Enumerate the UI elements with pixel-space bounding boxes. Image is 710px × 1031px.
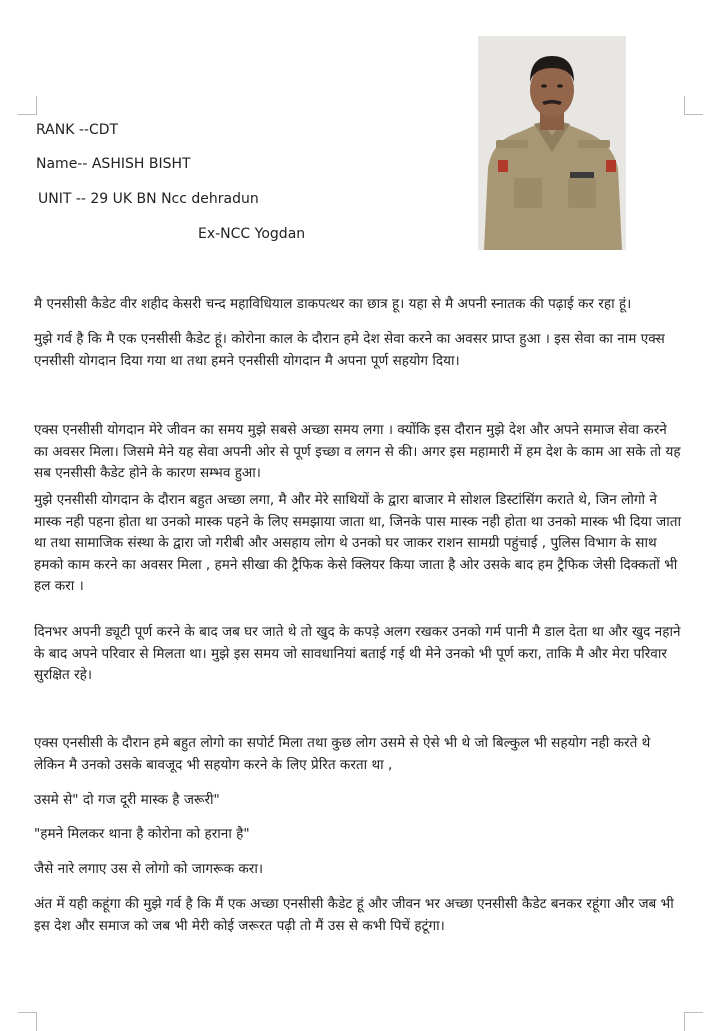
slogan-line-2: "हमने मिलकर थाना है कोरोना को हराना है": [34, 826, 250, 842]
paragraph-precautions: दिनभर अपनी ड्यूटी पूर्ण करने के बाद जब घर जाते थे तो खुद के कपड़े अलग रखकर उनको गर्म पानी मै डाल देता था और खुद नहाने के बाद अपने परिवार से मिलता था। मुझे इस समय जो सावधानियां बताई गई थी मेने उनको भी पूर्ण करा, ताकि मै और मेरा परिवार सुरक्षित रहे।: [34, 624, 681, 683]
paragraph-support: एक्स एनसीसी के दौरान हमे बहुत लोगो का सपोर्ट मिला तथा कुछ लोग उसमे से ऐसे भी थे जो बिल्कुल भी सहयोग नही करते थे लेकिन मै उनको उसके बावजूद भी सहयोग करने के लिए प्रेरित करता था ,: [34, 735, 651, 773]
slogan-line-1: उसमे से" दो गज दूरी मास्क है जरूरी": [34, 792, 220, 808]
page-corner-mark-bottom-right: [684, 1012, 703, 1031]
page-corner-mark-top-left: [18, 96, 37, 115]
paragraph-duties: मुझे एनसीसी योगदान के दौरान बहुत अच्छा लगा, मै और मेरे साथियों के द्वारा बाजार मे सोशल डिस्टांसिंग कराते थे, जिन लोगो ने मास्क नही पहना होता था उनको मास्क पहने के लिए समझाया जाता था, जिनके पास मास्क नही होता था उनको मास्क भी दिया जाता था तथा सामाजिक संस्था के द्वारा जो गरीबी और असहाय लोग थे उनको घर जाकर राशन सामग्री पहुंचाई , पुलिस विभाग के साथ हमको काम करने का अवसर मिला , हमने सीखा की ट्रैफिक केसे क्लियर किया जाता है ओर उसके बाद हम ट्रैफिक जेसी दिक्कतों भी हल करा ।: [34, 492, 682, 594]
awareness-line: जैसे नारे लगाए उस से लोगो को जागरूक करा।: [34, 861, 264, 877]
page-corner-mark-top-right: [684, 96, 703, 115]
page-corner-mark-bottom-left: [18, 1012, 37, 1031]
unit-line: UNIT -- 29 UK BN Ncc dehradun: [38, 191, 259, 207]
rank-line: RANK --CDT: [36, 122, 119, 138]
paragraph-best-time: एक्स एनसीसी योगदान मेरे जीवन का समय मुझे सबसे अच्छा समय लगा । क्योंकि इस दौरान मुझे देश और अपने समाज सेवा करने का अवसर मिला। जिसमे मेने यह सेवा अपनी ओर से पूर्ण इच्छा व लगन से की। अगर इस महामारी में हम देश के काम आ सके तो यह सब एनसीसी कैडेट होने के कारण सम्भव हुआ।: [34, 422, 681, 481]
paragraph-conclusion: अंत में यही कहूंगा की मुझे गर्व है कि मैं एक अच्छा एनसीसी कैडेट हूं और जीवन भर अच्छा एनसीसी कैडेट बनकर रहूंगा और जब भी इस देश और समाज को जब भी मेरी कोई जरूरत पढ़ी तो मैं उस से कभी पिचें हटूंगा।: [34, 896, 674, 934]
name-line: Name-- ASHISH BISHT: [36, 156, 191, 172]
paragraph-pride: मुझे गर्व है कि मै एक एनसीसी कैडेट हूं। कोरोना काल के दौरान हमे देश सेवा करने का अवसर प्राप्त हुआ । इस सेवा का नाम एक्स एनसीसी योगदान दिया गया था तथा हमने एनसीसी योगदान मै अपना पूर्ण सहयोग दिया।: [34, 331, 665, 369]
paragraph-intro: मै एनसीसी कैडेट वीर शहीद केसरी चन्द महाविधियाल डाकपत्थर का छात्र हू। यहा से मै अपनी स्नातक की पढ़ाई कर रहा हूं।: [34, 296, 632, 312]
cadet-photo: [478, 36, 626, 250]
document-title: Ex-NCC Yogdan: [198, 226, 306, 242]
